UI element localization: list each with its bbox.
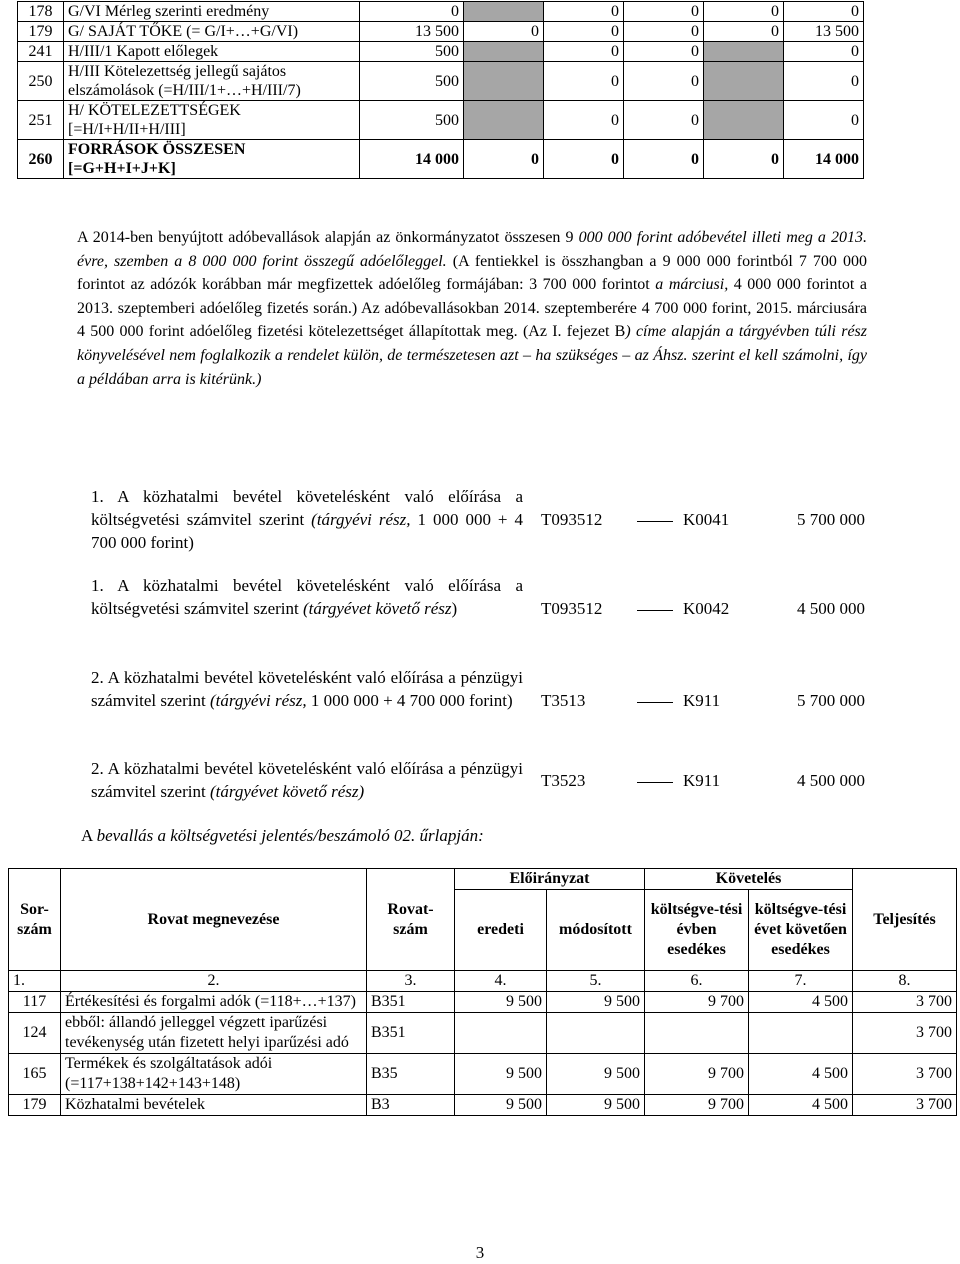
explanation-paragraph: A 2014-ben benyújtott adóbevallások alapján az önkormányzatot összesen 9 000 000 forint adóbevétel illeti meg a 2013. évre, szemben a 8 000 000 forint összegű adóelőleggel. (A fentiekkel is összhangban a 9 000 000 forintból 7 700 000 forintot az adózók korábban már megfizettek adóelőleg formájában: 3 700 000 forintot a márciusi, 4 000 000 forintot a 2013. szeptemberi adóelőleg fizetés során.) Az adóbevallásokban 2014. szeptemberére 4 700 000 forint, 2015. márciusára 4 500 000 forint adóelőleg fizetési kötelezettséget állapítottak meg. (Az I. fejezet B) címe alapján a tárgyévben túli rész könyvelésével nem foglalkozik a rendelet külön, de természetesen azt – ha szükséges – az Áhsz. szerint el kell számolni, így a példában arra is kitérünk.) bbox=[77, 229, 868, 388]
dash-separator bbox=[637, 597, 685, 620]
table-row: 250 H/III Kötelezettség jellegű sajátos elszámolások (=H/III/1+…+H/III/7) 500 0 0 0 bbox=[18, 62, 944, 101]
debit-account: T093512 bbox=[541, 599, 603, 618]
dash-separator bbox=[637, 769, 685, 792]
booking-entry: 2. A közhatalmi bevétel követelésként való előírása a pénzügyi számvitel szerint (tárgyévet követő rész) T3523 K911 4 500 000 bbox=[91, 759, 865, 801]
amount: 5 700 000 bbox=[797, 691, 865, 710]
table-row: 117 Értékesítési és forgalmi adók (=118+…+137) B351 9 500 9 500 9 700 4 500 3 700 bbox=[9, 992, 957, 1013]
table-row: 260 FORRÁSOK ÖSSZESEN [=G+H+I+J+K] 14 000 0 0 0 0 14 000 bbox=[18, 140, 944, 179]
booking-entry: 2. A közhatalmi bevétel követelésként való előírása a pénzügyi számvitel szerint (tárgyévi rész, 1 000 000 + 4 700 000 forint) T3513 K911 5 700 000 bbox=[91, 668, 865, 710]
debit-account: T3523 bbox=[541, 771, 586, 790]
credit-account: K0042 bbox=[683, 599, 730, 618]
table-row: 124 ebből: állandó jelleggel végzett iparűzési tevékenység után fizetett helyi iparűzési adó B351 3 700 bbox=[9, 1013, 957, 1054]
amount: 5 700 000 bbox=[797, 510, 865, 529]
column-number-row: 1. 2. 3. 4. 5. 6. 7. 8. bbox=[9, 971, 957, 992]
debit-account: T093512 bbox=[541, 510, 603, 529]
booking-entry: 1. A közhatalmi bevétel követelésként való előírása a költségvetési számvitel szerint (tárgyévi rész, 1 000 000 + 4 700 000 forint) T093512 K0041 5 700 000 bbox=[91, 487, 865, 552]
balance-table bbox=[17, 1, 944, 179]
booking-entry: 1. A közhatalmi bevétel követelésként való előírása a költségvetési számvitel szerint (tárgyévet követő rész) T093512 K0042 4 500 000 bbox=[91, 576, 865, 618]
amount: 4 500 000 bbox=[797, 771, 865, 790]
debit-account: T3513 bbox=[541, 691, 586, 710]
form-note: A bevallás a költségvetési jelentés/beszámoló 02. űrlapján: bbox=[81, 826, 484, 845]
table-row: 241 H/III/1 Kapott előlegek 500 0 0 0 bbox=[18, 42, 944, 62]
credit-account: K911 bbox=[683, 691, 721, 710]
credit-account: K0041 bbox=[683, 510, 730, 529]
table-row: 179 G/ SAJÁT TŐKE (= G/I+…+G/VI) 13 500 0 0 0 0 13 500 bbox=[18, 22, 944, 42]
credit-account: K911 bbox=[683, 771, 721, 790]
report-table bbox=[8, 868, 957, 1116]
header-row: eredeti módosított költségve-tési évben esedékes költségve-tési évet követően esedékes bbox=[9, 890, 957, 971]
dash-separator bbox=[637, 689, 685, 712]
table-row: 165 Termékek és szolgáltatások adói (=117+138+142+143+148) B35 9 500 9 500 9 700 4 500 3 700 bbox=[9, 1054, 957, 1095]
table-row: 251 H/ KÖTELEZETTSÉGEK [=H/I+H/II+H/III] 500 0 0 0 bbox=[18, 101, 944, 140]
page-number: 3 bbox=[475, 1243, 485, 1262]
table-row: 179 Közhatalmi bevételek B3 9 500 9 500 9 700 4 500 3 700 bbox=[9, 1095, 957, 1116]
header-row: Sor-szám Rovat megnevezése Rovat-szám Előirányzat Követelés Teljesítés bbox=[9, 869, 957, 890]
amount: 4 500 000 bbox=[797, 599, 865, 618]
table-row: 178 G/VI Mérleg szerinti eredmény 0 0 0 0 0 bbox=[18, 2, 944, 22]
dash-separator bbox=[637, 508, 685, 531]
